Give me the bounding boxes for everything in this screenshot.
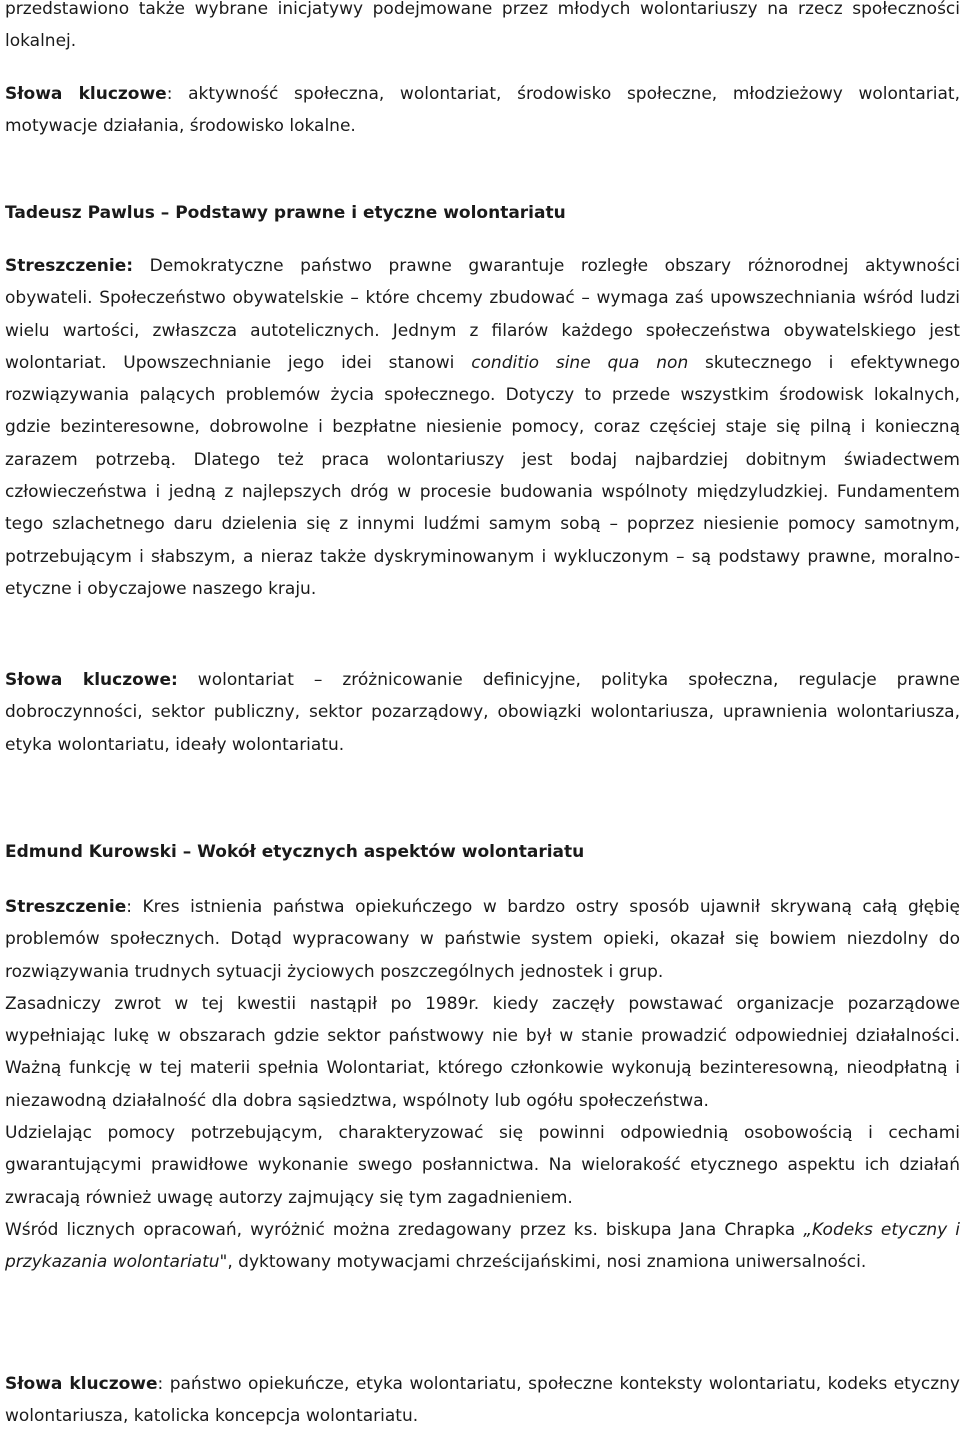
abstract-label: Streszczenie:: [5, 256, 134, 276]
abstract-paragraph-4-italic: „Kodeks etyczny i przykazania wolontariatu": [5, 1219, 960, 1273]
keywords-text: : aktywność społeczna, wolontariat, środowisko społeczne, młodzieżowy wolontariat, motywacje działania, środowisko lokalne.: [5, 84, 960, 137]
keywords-paragraph-1: [5, 78, 960, 143]
keywords-label: Słowa kluczowe:: [5, 670, 178, 690]
keywords-paragraph-3: [5, 1368, 960, 1433]
article-2-author: Edmund Kurowski: [5, 842, 177, 862]
abstract-label: Streszczenie: [5, 897, 127, 917]
abstract-paragraph-1: [5, 891, 960, 988]
heading-dash: –: [154, 203, 176, 223]
article-1-heading: [5, 197, 960, 229]
article-1-abstract: [5, 250, 960, 605]
abstract-italic-phrase: conditio sine qua non: [471, 352, 689, 373]
abstract-text-part-1: Demokratyczne państwo prawne gwarantuje rozległe obszary różnorodnej aktywności obywateli. Społeczeństwo obywatelskie – które chcemy zbudować – wymaga zaś upowszechniania wśród ludzi wielu wartości, zwłaszcza autotelicznych. Jednym z filarów każdego społeczeństwa obywatelskiego jest wolontariat. Upowszechnianie jego idei stanowi: [5, 256, 960, 373]
keywords-paragraph-2: [5, 664, 960, 761]
keywords-label: Słowa kluczowe: [5, 84, 167, 104]
abstract-text-part-2: skutecznego i efektywnego rozwiązywania palących problemów życia społecznego. Dotyczy to przede wszystkim środowisk lokalnych, gdzie bezinteresowne, dobrowolne i bezpłatne niesienie pomocy, coraz częściej staje się pilną i konieczną zarazem potrzebą. Dlatego też praca wolontariuszy jest bodaj najbardziej dobitnym świadectwem człowieczeństwa i jedną z najlepszych dróg w procesie budowania wspólnoty międzyludzkiej. Fundamentem tego szlachetnego daru dzielenia się z innymi ludźmi samym sobą – poprzez niesienie pomocy samotnym, potrzebującym i słabszym, a nieraz także dyskryminowanym i wykluczonym – są podstawy prawne, moralno-etyczne i obyczajowe naszego kraju.: [5, 352, 960, 599]
abstract-paragraph-4: [5, 1214, 960, 1279]
abstract-paragraph-2: Zasadniczy zwrot w tej kwestii nastąpił po 1989r. kiedy zaczęły powstawać organizacje pozarządowe wypełniając lukę w obszarach gdzie sektor państwowy nie był w stanie prowadzić odpowiedniej działalności. Ważną funkcję w tej materii spełnia Wolontariat, którego członkowie wykonują bezinteresowną, nieodpłatną i niezawodną działalność dla dobra sąsiedztwa, wspólnoty lub ogółu społeczeństwa.: [5, 993, 960, 1111]
article-1-author: Tadeusz Pawlus: [5, 203, 155, 223]
abstract-paragraph-4-end: , dyktowany motywacjami chrześcijańskimi, nosi znamiona uniwersalności.: [227, 1252, 867, 1273]
article-2-abstract: [5, 891, 960, 1279]
intro-paragraph: [5, 0, 960, 58]
heading-dash: –: [176, 842, 198, 862]
keywords-label: Słowa kluczowe: [5, 1374, 158, 1394]
article-2-heading: [5, 836, 960, 868]
keywords-text: wolontariat – zróżnicowanie definicyjne, polityka społeczna, regulacje prawne dobroczynności, sektor publiczny, sektor pozarządowy, obowiązki wolontariusza, uprawnienia wolontariusza, etyka wolontariatu, ideały wolontariatu.: [5, 670, 960, 755]
article-2-title: Wokół etycznych aspektów wolontariatu: [197, 842, 585, 862]
article-1-title: Podstawy prawne i etyczne wolontariatu: [175, 203, 566, 223]
abstract-paragraph-1-text: : Kres istnienia państwa opiekuńczego w bardzo ostry sposób ujawnił skrywaną całą głębię problemów społecznych. Dotąd wypracowany w państwie system opieki, okazał się bowiem niezdolny do rozwiązywania trudnych sytuacji życiowych poszczególnych jednostek i grup.: [5, 897, 960, 982]
keywords-text: : państwo opiekuńcze, etyka wolontariatu, społeczne konteksty wolontariatu, kodeks etyczny wolontariusza, katolicka koncepcja wolontariatu.: [5, 1374, 960, 1427]
intro-text: przedstawiono także wybrane inicjatywy podejmowane przez młodych wolontariuszy na rzecz społeczności lokalnej.: [5, 0, 960, 52]
abstract-paragraph-3: Udzielając pomocy potrzebującym, charakteryzować się powinni odpowiednią osobowością i cechami gwarantującymi prawidłowe wykonanie swego posłannictwa. Na wielorakość etycznego aspektu ich działań zwracają również uwagę autorzy zajmujący się tym zagadnieniem.: [5, 1123, 960, 1208]
abstract-paragraph-4-start: Wśród licznych opracowań, wyróżnić można zredagowany przez ks. biskupa Jana Chrapka: [5, 1219, 804, 1240]
